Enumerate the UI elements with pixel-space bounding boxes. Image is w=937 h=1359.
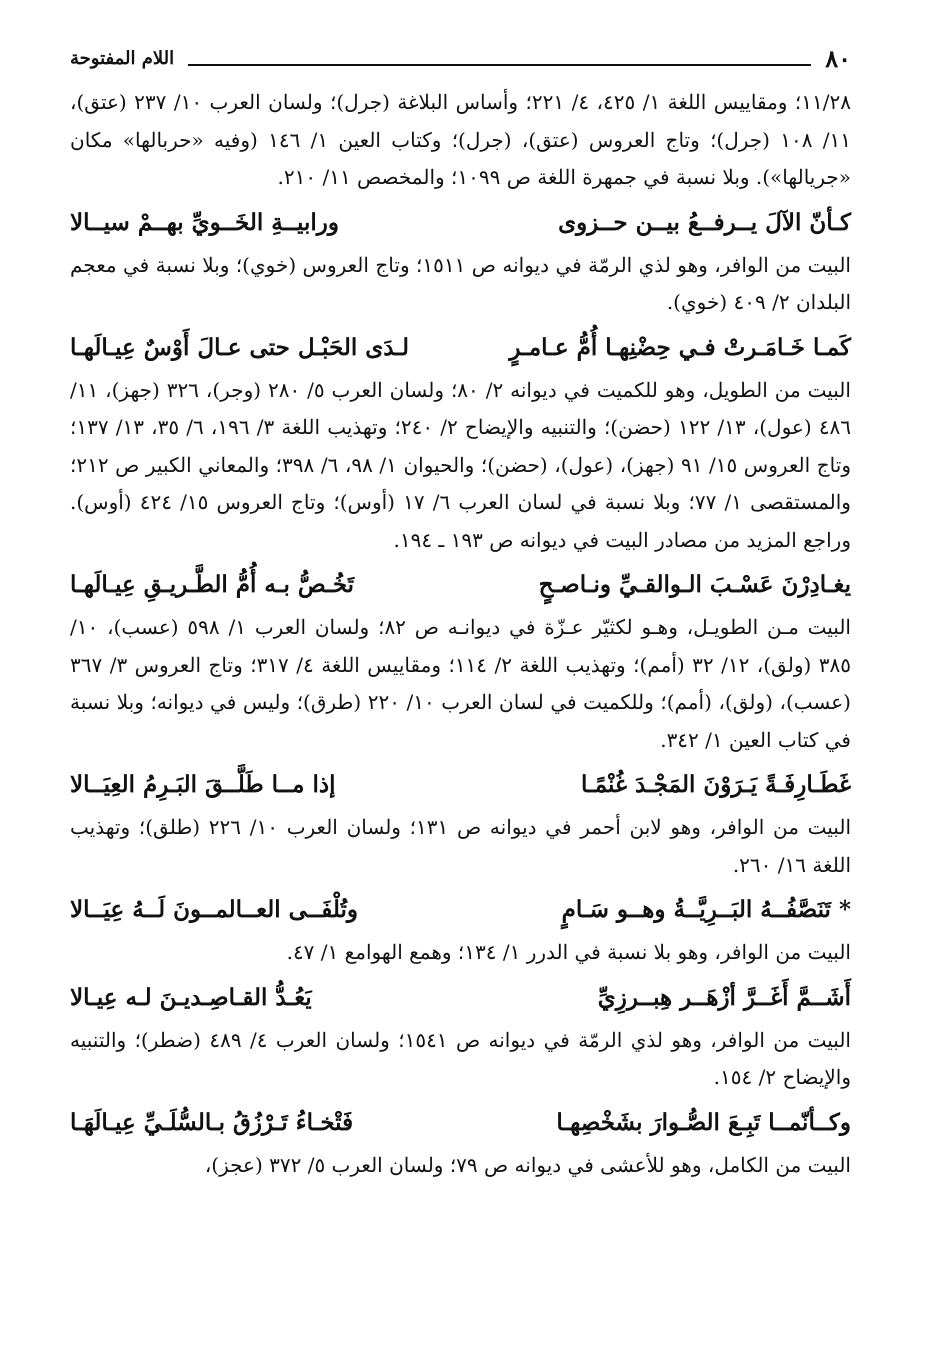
poetry-verse <box>70 974 851 1022</box>
verse-second-hemistich: فَتْخـاءُ تَـرْزُقُ بـالسُّلَـيِّ عِيـالَهَـا <box>70 1108 354 1136</box>
source-note: ١١/٢٨؛ ومقاييس اللغة ١/ ٤٢٥، ٤/ ٢٢١؛ وأساس البلاغة (جرل)؛ ولسان العرب ١٠/ ٢٣٧ (عتق)، ١١/ ١٠٨ (جرل)؛ وتاج العروس (عتق)، (جرل)؛ وكتاب العين ١/ ١٤٦ (وفيه «حربالها» مكان «جريالها»). وبلا نسبة في جمهرة اللغة ص ١٠٩٩؛ والمخصص ١١/ ٢١٠. <box>70 90 851 189</box>
verse-second-hemistich: لـدَى الحَبْـل حتى عـالَ أَوْسٌ عِيـالَهـا <box>70 333 410 361</box>
chapter-title: اللام المفتوحة <box>70 47 175 69</box>
verse-first-hemistich: أَشَــمَّ أَغَــرَّ أزْهَــر هِبــرزِيِّ <box>597 983 851 1011</box>
verse-first-hemistich: * تَنَصَّفُــهُ البَــرِيَّــةُ وهــو سَـامٍ <box>561 896 851 923</box>
poetry-verse <box>70 561 851 609</box>
source-note: البيت من الوافر، وهو لابن أحمر في ديوانه ص ١٣١؛ ولسان العرب ١٠/ ٢٢٦ (طلق)؛ وتهذيب اللغة ١٦/ ٢٦٠. <box>70 815 851 877</box>
poetry-verse <box>70 761 851 809</box>
verse-first-hemistich: يغـادِرْنَ عَسْـبَ الـوالقـيِّ ونـاصـحٍ <box>538 571 851 598</box>
page-number: ٨٠ <box>825 43 851 73</box>
header-rule <box>188 64 811 66</box>
source-note: البيت من الوافر، وهو بلا نسبة في الدرر ١/ ١٣٤؛ وهمع الهوامع ١/ ٤٧. <box>286 940 851 964</box>
verse-first-hemistich: وكــأنّمــا تَبِـعَ الصُّـوارَ بشَخْصِهـا <box>556 1108 851 1136</box>
page-body <box>70 84 851 1184</box>
source-note: البيت من الكامل، وهو للأعشى في ديوانه ص ٧٩؛ ولسان العرب ٥/ ٣٧٢ (عجز)، <box>204 1152 851 1177</box>
verse-first-hemistich: كـأنّ الآلَ يــرفــعُ بيــن حــزوى <box>558 208 851 236</box>
source-note: البيت من الطويل، وهو للكميت في ديوانه ٢/ ٨٠؛ ولسان العرب ٥/ ٢٨٠ (وجر)، ٣٢٦ (جهز)، ١١/ ٤٨٦ (عول)، ١٣/ ١٢٢ (حضن)؛ والتنبيه والإيضاح ٢/ ٢٤٠؛ وتهذيب اللغة ٣/ ١٩٦، ٦/ ٣٥، ١٣/ ١٣٧؛ وتاج العروس ١٥/ ٩١ (جهز)، (عول)، (حضن)؛ والحيوان ١/ ٩٨، ٦/ ٣٩٨؛ والمعاني الكبير ص ٢١٢؛ والمستقصى ١/ ٧٧؛ وبلا نسبة في لسان العرب ٦/ ١٧ (أوس)؛ وتاج العروس ١٥/ ٤٢٤ (أوس). وراجع المزيد من مصادر البيت في ديوانه ص ١٩٣ ـ ١٩٤. <box>70 377 852 552</box>
source-note: البيت من الوافر، وهو لذي الرمّة في ديوانه ص ١٥١١؛ وتاج العروس (خوي)؛ وبلا نسبة في معجم البلدان ٢/ ٤٠٩ (خوي). <box>70 252 851 314</box>
poetry-verse <box>70 324 851 372</box>
verse-second-hemistich: تَخُـصُّ بـه أُمُّ الطَّـريـقِ عِيـالَهـا <box>70 571 355 598</box>
verse-second-hemistich: يَعُـدُّ القـاصِـديـنَ لـه عِيـالا <box>70 983 312 1011</box>
verse-second-hemistich: وتُلْفَــى العــالمــونَ لَــهُ عِيَــالا <box>70 896 359 923</box>
verse-second-hemistich: ورابيــةِ الخَــويِّ بهــمْ سيــالا <box>70 208 339 236</box>
source-note: البيت مـن الطويـل، وهـو لكثيّر عـزّة في ديوانـه ص ٨٢؛ ولسان العرب ١/ ٥٩٨ (عسب)، ١٠/ ٣٨٥ (ولق)، ١٢/ ٣٢ (أمم)؛ وتهذيب اللغة ٢/ ١١٤؛ ومقاييس اللغة ٤/ ٣١٧؛ وتاج العروس ٣/ ٣٦٧ (عسب)، (ولق)، (أمم)؛ وللكميت في لسان العرب ١٠/ ٢٢٠ (طرق)؛ وليس في ديوانه؛ وبلا نسبة في كتاب العين ١/ ٣٤٢. <box>70 615 851 752</box>
poetry-verse <box>70 886 851 934</box>
verse-first-hemistich: غَطَـارِفَـةً يَـرَوْنَ المَجْـدَ غُنْمًـا <box>580 771 851 798</box>
verse-first-hemistich: كَمـا خَـامَـرتْ فـي حِضْنِهـا أُمُّ عـامـرٍ <box>509 333 851 361</box>
poetry-verse <box>70 1099 851 1147</box>
poetry-verse <box>70 199 851 247</box>
page-header <box>70 38 851 78</box>
source-note: البيت من الوافر، وهو لذي الرمّة في ديوانه ص ١٥٤١؛ ولسان العرب ٤/ ٤٨٩ (ضطر)؛ والتنبيه والإيضاح ٢/ ١٥٤. <box>70 1027 851 1089</box>
verse-second-hemistich: إذا مــا طَلَّــقَ البَـرِمُ العِيَــالا <box>70 771 336 798</box>
